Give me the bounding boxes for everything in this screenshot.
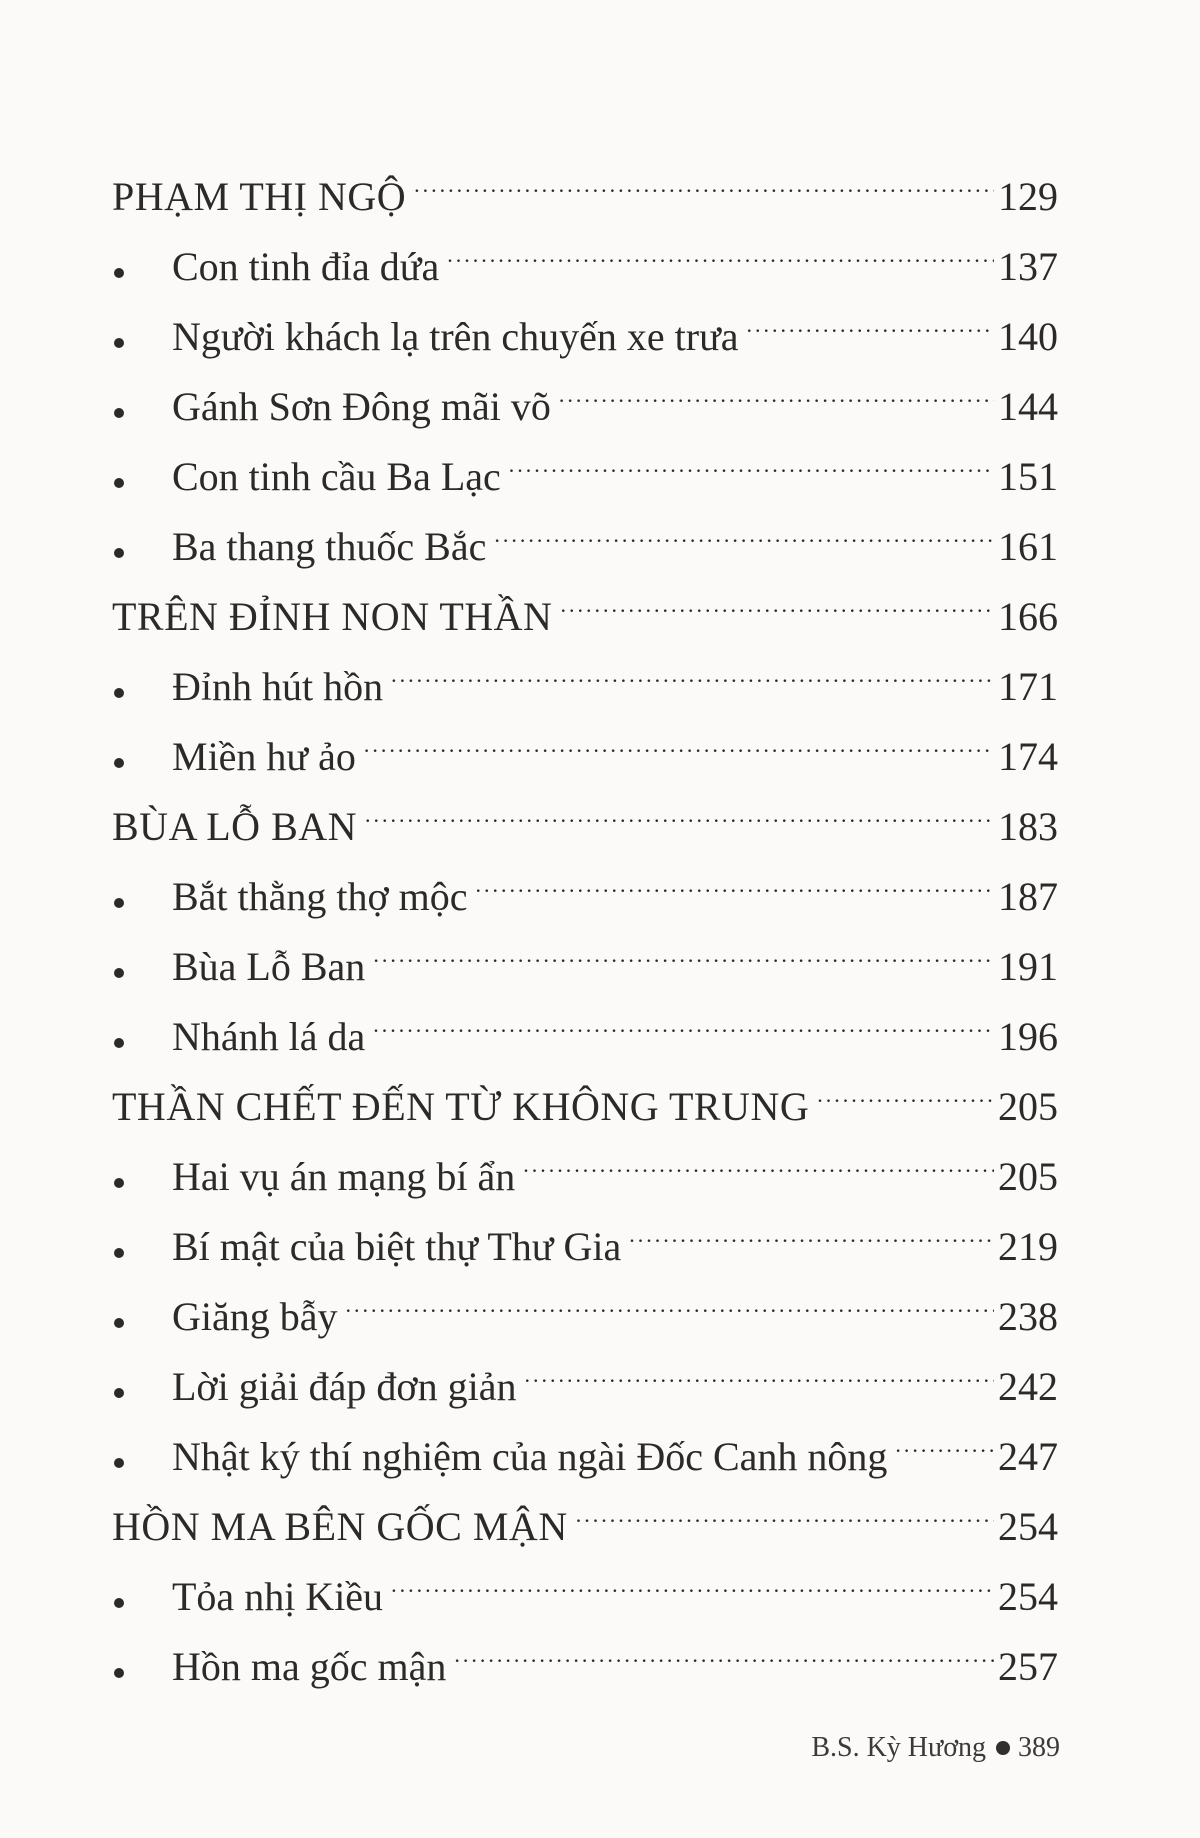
dot-leader bbox=[364, 700, 994, 770]
toc-item-title: Ba thang thuốc Bắc bbox=[172, 524, 487, 569]
dot-leader bbox=[576, 1470, 994, 1540]
toc-item-title: Bắt thằng thợ mộc bbox=[172, 874, 468, 919]
toc-page-number: 205 bbox=[998, 1084, 1058, 1129]
dot-leader bbox=[454, 1610, 994, 1680]
toc-page-number: 140 bbox=[998, 314, 1058, 359]
dot-leader bbox=[895, 1400, 994, 1470]
toc-page-number: 191 bbox=[998, 944, 1058, 989]
dot-leader bbox=[524, 1330, 994, 1400]
toc-page-number: 247 bbox=[998, 1434, 1058, 1479]
dot-leader bbox=[447, 210, 994, 280]
dot-leader bbox=[346, 1260, 994, 1330]
toc-page-number: 242 bbox=[998, 1364, 1058, 1409]
page-footer bbox=[811, 1732, 1060, 1764]
toc-item-title: Miền hư ảo bbox=[172, 734, 356, 779]
toc-page-number: 254 bbox=[998, 1574, 1058, 1619]
toc-item-title: Hồn ma gốc mận bbox=[172, 1644, 447, 1689]
footer-author: B.S. Kỳ Hương bbox=[811, 1732, 986, 1763]
dot-leader bbox=[494, 490, 994, 560]
dot-leader bbox=[747, 280, 994, 350]
dot-leader bbox=[373, 980, 994, 1050]
table-of-contents bbox=[112, 140, 1058, 1689]
toc-page-number: 161 bbox=[998, 524, 1058, 569]
toc-item-title: Nhánh lá da bbox=[172, 1014, 366, 1059]
toc-section-title: PHẠM THỊ NGỘ bbox=[112, 174, 407, 219]
toc-page-number: 187 bbox=[998, 874, 1058, 919]
toc-item-title: Giăng bẫy bbox=[172, 1294, 338, 1339]
toc-page-number: 144 bbox=[998, 384, 1058, 429]
dot-leader bbox=[523, 1120, 994, 1190]
toc-item-title: Bí mật của biệt thự Thư Gia bbox=[172, 1224, 622, 1269]
dot-leader bbox=[373, 910, 994, 980]
toc-item-title: Bùa Lỗ Ban bbox=[172, 944, 366, 989]
dot-leader bbox=[365, 770, 994, 840]
toc-page-number: 174 bbox=[998, 734, 1058, 779]
toc-page-number: 196 bbox=[998, 1014, 1058, 1059]
toc-page-number: 205 bbox=[998, 1154, 1058, 1199]
toc-page-number: 151 bbox=[998, 454, 1058, 499]
toc-item-title: Tỏa nhị Kiều bbox=[172, 1574, 384, 1619]
dot-leader bbox=[476, 840, 994, 910]
dot-leader bbox=[414, 140, 994, 210]
toc-item-title: Con tinh đỉa dứa bbox=[172, 244, 440, 289]
toc-section-title: TRÊN ĐỈNH NON THẦN bbox=[112, 594, 553, 639]
toc-page-number: 129 bbox=[998, 174, 1058, 219]
toc-item-title: Lời giải đáp đơn giản bbox=[172, 1364, 517, 1409]
toc-item-title: Đỉnh hút hồn bbox=[172, 664, 384, 709]
dot-leader bbox=[391, 630, 994, 700]
toc-section-title: HỒN MA BÊN GỐC MẬN bbox=[112, 1504, 568, 1549]
toc-page-number: 257 bbox=[998, 1644, 1058, 1689]
flower-ornament-icon bbox=[996, 1741, 1010, 1755]
toc-item-title: Nhật ký thí nghiệm của ngài Đốc Canh nông bbox=[172, 1434, 888, 1479]
toc-page-number: 238 bbox=[998, 1294, 1058, 1339]
dot-leader bbox=[509, 420, 994, 490]
toc-page-number: 171 bbox=[998, 664, 1058, 709]
toc-page-number: 254 bbox=[998, 1504, 1058, 1549]
dot-leader bbox=[560, 560, 994, 630]
toc-section-title: THẦN CHẾT ĐẾN TỪ KHÔNG TRUNG bbox=[112, 1084, 810, 1129]
toc-item-title: Hai vụ án mạng bí ẩn bbox=[172, 1154, 516, 1199]
footer-page-number: 389 bbox=[1018, 1732, 1060, 1763]
toc-page-number: 166 bbox=[998, 594, 1058, 639]
toc-section-row bbox=[112, 140, 1058, 219]
toc-page-number: 137 bbox=[998, 244, 1058, 289]
toc-item-title: Gánh Sơn Đông mãi võ bbox=[172, 384, 551, 429]
toc-item-title: Người khách lạ trên chuyến xe trưa bbox=[172, 314, 739, 359]
dot-leader bbox=[629, 1190, 994, 1260]
toc-page-number: 183 bbox=[998, 804, 1058, 849]
toc-item-title: Con tinh cầu Ba Lạc bbox=[172, 454, 501, 499]
dot-leader bbox=[391, 1540, 994, 1610]
dot-leader bbox=[559, 350, 994, 420]
toc-page-number: 219 bbox=[998, 1224, 1058, 1269]
toc-section-title: BÙA LỖ BAN bbox=[112, 804, 358, 849]
dot-leader bbox=[817, 1050, 994, 1120]
